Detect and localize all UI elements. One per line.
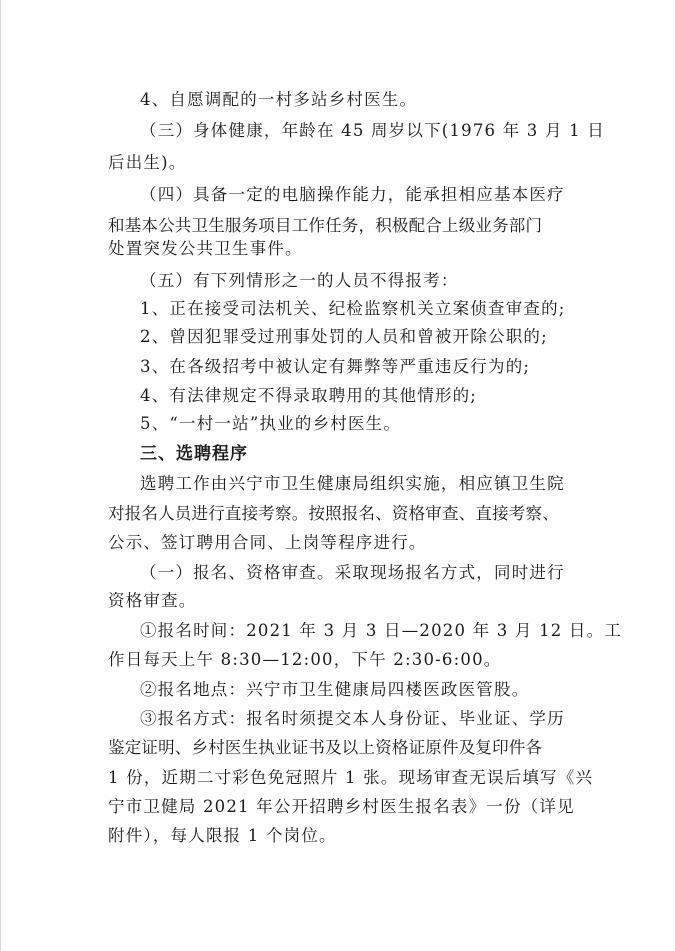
text-line: （四）具备一定的电脑操作能力，能承担相应基本医疗	[140, 185, 565, 204]
text-line: 附件），每人限报 1 个岗位。	[108, 826, 337, 845]
text-line: 宁市卫健局 2021 年公开招聘乡村医生报名表》一份（详见	[108, 797, 575, 816]
text-line: （三）身体健康，年龄在 45 周岁以下(1976 年 3 月 1 日	[140, 121, 605, 140]
text-line: 对报名人员进行直接考察。按照报名、资格审查、直接考察、	[108, 504, 559, 523]
text-line: 5、“一村一站”执业的乡村医生。	[140, 414, 402, 433]
text-line: ①报名时间：2021 年 3 月 3 日—2020 年 3 月 12 日。工	[140, 621, 623, 640]
text-line: 鉴定证明、乡村医生执业证书及以上资格证原件及复印件各	[108, 738, 543, 757]
text-line: ③报名方式：报名时须提交本人身份证、毕业证、学历	[140, 709, 565, 728]
text-line: 4、自愿调配的一村多站乡村医生。	[140, 90, 418, 109]
text-line: 1、正在接受司法机关、纪检监察机关立案侦查审查的;	[140, 299, 566, 318]
text-line: 资格审查。	[108, 591, 197, 610]
section-heading: 三、选聘程序	[140, 444, 248, 464]
text-line: （五）有下列情形之一的人员不得报考：	[140, 271, 459, 290]
text-line: （一）报名、资格审查。采取现场报名方式，同时进行	[140, 563, 565, 582]
text-line: 4、有法律规定不得录取聘用的其他情形的;	[140, 386, 478, 405]
text-line: 1 份，近期二寸彩色免冠照片 1 张。现场审查无误后填写《兴	[108, 768, 594, 787]
text-line: 3、在各级招考中被认定有舞弊等严重违反行为的;	[140, 357, 531, 376]
text-line: 选聘工作由兴宁市卫生健康局组织实施，相应镇卫生院	[140, 474, 565, 493]
text-line: 处置突发公共卫生事件。	[108, 239, 303, 258]
text-line: 公示、签订聘用合同、上岗等程序进行。	[108, 533, 427, 552]
text-line: ②报名地点：兴宁市卫生健康局四楼医政医管股。	[140, 680, 530, 699]
text-line: 2、曾因犯罪受过刑事处罚的人员和曾被开除公职的;	[140, 327, 548, 346]
text-line: 后出生)。	[108, 153, 187, 172]
text-line: 作日每天上午 8:30—12:00，下午 2:30-6:00。	[108, 650, 502, 669]
text-line: 和基本公共卫生服务项目工作任务，积极配合上级业务部门	[108, 216, 543, 235]
